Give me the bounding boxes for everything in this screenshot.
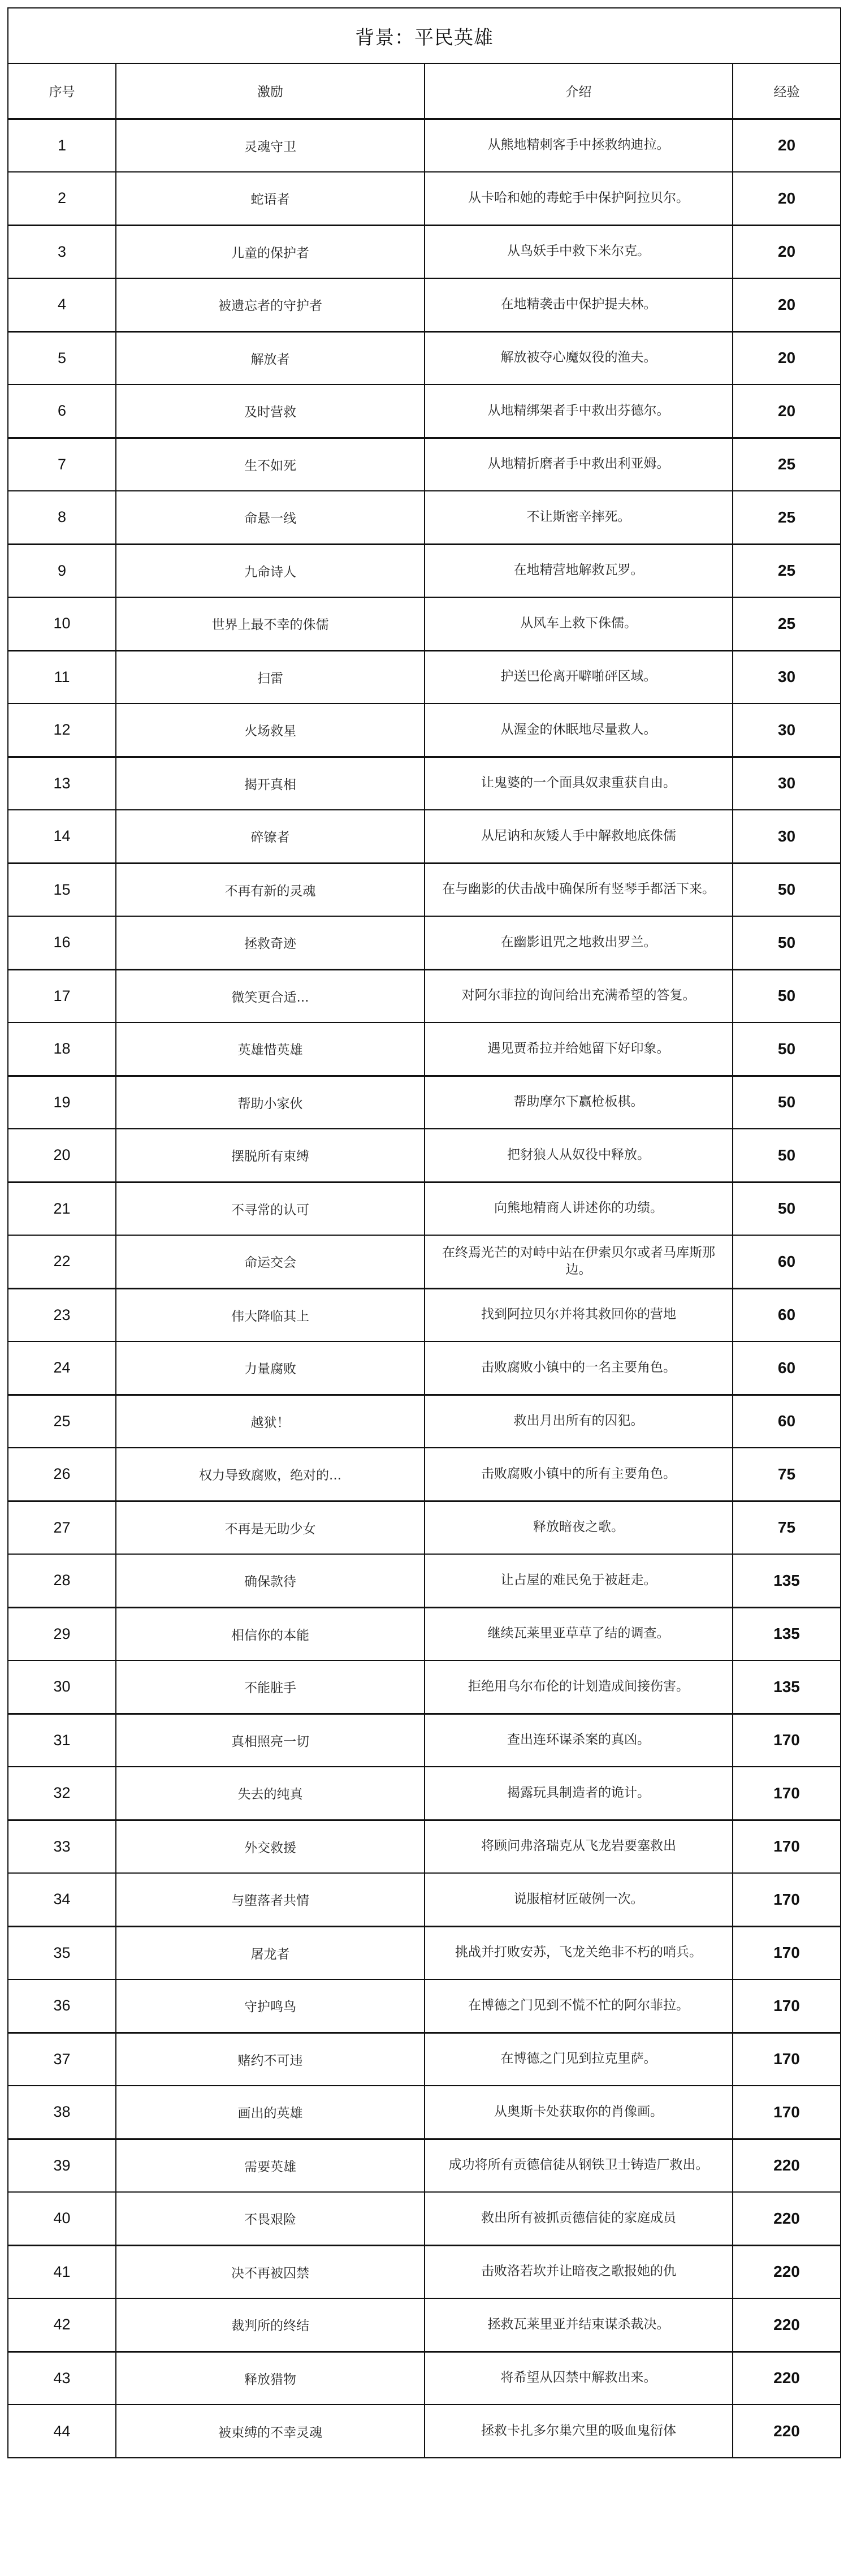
row-index: 3 — [8, 225, 116, 278]
row-index: 39 — [8, 2139, 116, 2192]
row-index: 25 — [8, 1395, 116, 1448]
row-reward: 画出的英雄 — [116, 2086, 425, 2139]
row-reward: 不再是无助少女 — [116, 1501, 425, 1554]
row-index: 16 — [8, 916, 116, 969]
row-description: 查出连环谋杀案的真凶。 — [425, 1714, 733, 1767]
row-description: 将希望从囚禁中解救出来。 — [425, 2351, 733, 2405]
row-index: 24 — [8, 1341, 116, 1395]
rewards-table — [7, 7, 841, 2458]
row-xp: 25 — [733, 491, 841, 544]
row-description: 击败洛若坎并让暗夜之歌报她的仇 — [425, 2245, 733, 2298]
table-row — [8, 2033, 841, 2086]
row-reward: 相信你的本能 — [116, 1607, 425, 1660]
table-row — [8, 863, 841, 916]
row-reward: 不畏艰险 — [116, 2192, 425, 2245]
row-index: 43 — [8, 2351, 116, 2405]
row-xp: 60 — [733, 1395, 841, 1448]
row-index: 14 — [8, 810, 116, 863]
row-description: 将顾问弗洛瑞克从飞龙岩要塞救出 — [425, 1820, 733, 1873]
row-reward: 碎镣者 — [116, 810, 425, 863]
row-reward: 摆脱所有束缚 — [116, 1129, 425, 1182]
row-reward: 及时营救 — [116, 385, 425, 438]
row-description: 对阿尔菲拉的询问给出充满希望的答复。 — [425, 969, 733, 1022]
row-description: 拒绝用乌尔布伦的计划造成间接伤害。 — [425, 1660, 733, 1714]
row-reward: 九命诗人 — [116, 544, 425, 597]
row-description: 击败腐败小镇中的一名主要角色。 — [425, 1341, 733, 1395]
table-row — [8, 810, 841, 863]
table-row — [8, 119, 841, 172]
row-description: 成功将所有贡德信徒从钢铁卫士铸造厂救出。 — [425, 2139, 733, 2192]
row-reward: 火场救星 — [116, 704, 425, 757]
table-body — [8, 119, 841, 2458]
row-index: 37 — [8, 2033, 116, 2086]
table-row — [8, 1607, 841, 1660]
table-row — [8, 1448, 841, 1501]
row-xp: 25 — [733, 438, 841, 491]
row-index: 19 — [8, 1076, 116, 1129]
row-xp: 30 — [733, 650, 841, 704]
row-xp: 50 — [733, 1022, 841, 1076]
row-reward: 不寻常的认可 — [116, 1182, 425, 1235]
table-row — [8, 1288, 841, 1341]
table-row — [8, 491, 841, 544]
rewards-sheet — [7, 7, 840, 2458]
row-index: 38 — [8, 2086, 116, 2139]
row-reward: 越狱！ — [116, 1395, 425, 1448]
row-reward: 被束缚的不幸灵魂 — [116, 2405, 425, 2458]
row-xp: 220 — [733, 2192, 841, 2245]
row-reward: 外交救援 — [116, 1820, 425, 1873]
row-description: 救出月出所有的囚犯。 — [425, 1395, 733, 1448]
row-reward: 真相照亮一切 — [116, 1714, 425, 1767]
row-description: 从卡哈和她的毒蛇手中保护阿拉贝尔。 — [425, 172, 733, 225]
row-xp: 170 — [733, 1926, 841, 1979]
row-description: 挑战并打败安苏，飞龙关绝非不朽的哨兵。 — [425, 1926, 733, 1979]
column-header-reward: 激励 — [116, 63, 425, 119]
row-index: 30 — [8, 1660, 116, 1714]
row-description: 从熊地精刺客手中拯救纳迪拉。 — [425, 119, 733, 172]
row-index: 10 — [8, 597, 116, 650]
table-row — [8, 1395, 841, 1448]
row-reward: 守护鸣鸟 — [116, 1979, 425, 2033]
row-description: 释放暗夜之歌。 — [425, 1501, 733, 1554]
row-index: 4 — [8, 278, 116, 331]
row-description: 拯救卡扎多尔巢穴里的吸血鬼衍体 — [425, 2405, 733, 2458]
row-reward: 蛇语者 — [116, 172, 425, 225]
row-description: 把豺狼人从奴役中释放。 — [425, 1129, 733, 1182]
row-index: 26 — [8, 1448, 116, 1501]
table-row — [8, 1820, 841, 1873]
row-reward: 拯救奇迹 — [116, 916, 425, 969]
row-description: 从奥斯卡处获取你的肖像画。 — [425, 2086, 733, 2139]
row-reward: 世界上最不幸的侏儒 — [116, 597, 425, 650]
row-reward: 扫雷 — [116, 650, 425, 704]
title-row — [8, 8, 841, 63]
row-reward: 命运交会 — [116, 1235, 425, 1288]
row-index: 2 — [8, 172, 116, 225]
row-description: 护送巴伦离开噼啪砰区域。 — [425, 650, 733, 704]
row-xp: 20 — [733, 331, 841, 385]
table-row — [8, 1714, 841, 1767]
row-reward: 被遗忘者的守护者 — [116, 278, 425, 331]
row-index: 1 — [8, 119, 116, 172]
row-description: 从地精绑架者手中救出芬德尔。 — [425, 385, 733, 438]
row-xp: 20 — [733, 119, 841, 172]
row-description: 解放被夺心魔奴役的渔夫。 — [425, 331, 733, 385]
row-description: 向熊地精商人讲述你的功绩。 — [425, 1182, 733, 1235]
row-xp: 50 — [733, 916, 841, 969]
row-reward: 英雄惜英雄 — [116, 1022, 425, 1076]
row-index: 44 — [8, 2405, 116, 2458]
table-title: 背景：平民英雄 — [8, 8, 841, 63]
table-row — [8, 331, 841, 385]
row-reward: 屠龙者 — [116, 1926, 425, 1979]
row-index: 21 — [8, 1182, 116, 1235]
row-xp: 220 — [733, 2245, 841, 2298]
row-xp: 170 — [733, 1820, 841, 1873]
row-reward: 伟大降临其上 — [116, 1288, 425, 1341]
table-row — [8, 1926, 841, 1979]
column-header-description: 介绍 — [425, 63, 733, 119]
row-xp: 170 — [733, 2086, 841, 2139]
table-row — [8, 916, 841, 969]
table-row — [8, 1767, 841, 1820]
row-index: 23 — [8, 1288, 116, 1341]
row-reward: 灵魂守卫 — [116, 119, 425, 172]
row-description: 在地精营地解救瓦罗。 — [425, 544, 733, 597]
row-description: 从尼讷和灰矮人手中解救地底侏儒 — [425, 810, 733, 863]
row-index: 31 — [8, 1714, 116, 1767]
row-xp: 170 — [733, 1767, 841, 1820]
table-row — [8, 1076, 841, 1129]
table-row — [8, 969, 841, 1022]
row-xp: 60 — [733, 1235, 841, 1288]
table-row — [8, 757, 841, 810]
row-reward: 决不再被囚禁 — [116, 2245, 425, 2298]
row-description: 从鸟妖手中救下米尔克。 — [425, 225, 733, 278]
row-xp: 170 — [733, 1979, 841, 2033]
row-index: 18 — [8, 1022, 116, 1076]
row-xp: 50 — [733, 1129, 841, 1182]
row-description: 让鬼婆的一个面具奴隶重获自由。 — [425, 757, 733, 810]
row-reward: 确保款待 — [116, 1554, 425, 1607]
table-row — [8, 225, 841, 278]
table-row — [8, 438, 841, 491]
row-description: 从地精折磨者手中救出利亚姆。 — [425, 438, 733, 491]
table-row — [8, 650, 841, 704]
row-xp: 30 — [733, 757, 841, 810]
row-reward: 帮助小家伙 — [116, 1076, 425, 1129]
table-row — [8, 1501, 841, 1554]
row-xp: 30 — [733, 810, 841, 863]
row-xp: 220 — [733, 2405, 841, 2458]
row-description: 继续瓦莱里亚草草了结的调查。 — [425, 1607, 733, 1660]
row-description: 揭露玩具制造者的诡计。 — [425, 1767, 733, 1820]
row-index: 7 — [8, 438, 116, 491]
row-description: 在与幽影的伏击战中确保所有竖琴手都活下来。 — [425, 863, 733, 916]
row-description: 在终焉光芒的对峙中站在伊索贝尔或者马库斯那边。 — [425, 1235, 733, 1288]
row-index: 5 — [8, 331, 116, 385]
table-row — [8, 1979, 841, 2033]
row-xp: 170 — [733, 1873, 841, 1926]
row-reward: 与堕落者共情 — [116, 1873, 425, 1926]
row-xp: 25 — [733, 544, 841, 597]
table-row — [8, 544, 841, 597]
table-row — [8, 2192, 841, 2245]
table-row — [8, 2086, 841, 2139]
row-description: 在地精袭击中保护提夫林。 — [425, 278, 733, 331]
row-index: 28 — [8, 1554, 116, 1607]
row-index: 11 — [8, 650, 116, 704]
table-row — [8, 2405, 841, 2458]
table-row — [8, 2245, 841, 2298]
row-index: 34 — [8, 1873, 116, 1926]
table-row — [8, 2298, 841, 2351]
row-reward: 失去的纯真 — [116, 1767, 425, 1820]
row-xp: 75 — [733, 1501, 841, 1554]
row-description: 在幽影诅咒之地救出罗兰。 — [425, 916, 733, 969]
row-reward: 需要英雄 — [116, 2139, 425, 2192]
row-description: 说服棺材匠破例一次。 — [425, 1873, 733, 1926]
table-row — [8, 1341, 841, 1395]
row-xp: 20 — [733, 385, 841, 438]
table-row — [8, 2351, 841, 2405]
row-index: 35 — [8, 1926, 116, 1979]
row-index: 41 — [8, 2245, 116, 2298]
row-index: 36 — [8, 1979, 116, 2033]
row-description: 帮助摩尔下赢枪板棋。 — [425, 1076, 733, 1129]
row-index: 13 — [8, 757, 116, 810]
table-row — [8, 1554, 841, 1607]
row-index: 9 — [8, 544, 116, 597]
table-row — [8, 1022, 841, 1076]
row-description: 拯救瓦莱里亚并结束谋杀裁决。 — [425, 2298, 733, 2351]
row-index: 12 — [8, 704, 116, 757]
row-index: 40 — [8, 2192, 116, 2245]
row-index: 27 — [8, 1501, 116, 1554]
header-row — [8, 63, 841, 119]
row-description: 在博德之门见到不慌不忙的阿尔菲拉。 — [425, 1979, 733, 2033]
row-xp: 50 — [733, 1182, 841, 1235]
row-description: 从风车上救下侏儒。 — [425, 597, 733, 650]
row-xp: 170 — [733, 2033, 841, 2086]
row-xp: 20 — [733, 172, 841, 225]
row-index: 6 — [8, 385, 116, 438]
table-row — [8, 597, 841, 650]
row-xp: 25 — [733, 597, 841, 650]
row-index: 17 — [8, 969, 116, 1022]
row-reward: 儿童的保护者 — [116, 225, 425, 278]
row-xp: 60 — [733, 1288, 841, 1341]
row-reward: 裁判所的终结 — [116, 2298, 425, 2351]
table-row — [8, 704, 841, 757]
table-row — [8, 385, 841, 438]
row-index: 20 — [8, 1129, 116, 1182]
row-index: 15 — [8, 863, 116, 916]
row-description: 找到阿拉贝尔并将其救回你的营地 — [425, 1288, 733, 1341]
row-reward: 释放猎物 — [116, 2351, 425, 2405]
row-xp: 220 — [733, 2139, 841, 2192]
row-xp: 170 — [733, 1714, 841, 1767]
row-reward: 微笑更合适... — [116, 969, 425, 1022]
row-index: 33 — [8, 1820, 116, 1873]
row-xp: 20 — [733, 225, 841, 278]
row-description: 遇见贾希拉并给她留下好印象。 — [425, 1022, 733, 1076]
row-index: 22 — [8, 1235, 116, 1288]
row-xp: 50 — [733, 863, 841, 916]
row-index: 8 — [8, 491, 116, 544]
row-xp: 220 — [733, 2298, 841, 2351]
row-xp: 135 — [733, 1607, 841, 1660]
row-xp: 135 — [733, 1660, 841, 1714]
table-row — [8, 278, 841, 331]
table-row — [8, 172, 841, 225]
row-index: 42 — [8, 2298, 116, 2351]
column-header-xp: 经验 — [733, 63, 841, 119]
row-index: 32 — [8, 1767, 116, 1820]
row-reward: 不能脏手 — [116, 1660, 425, 1714]
table-row — [8, 1182, 841, 1235]
table-row — [8, 1660, 841, 1714]
row-reward: 权力导致腐败，绝对的... — [116, 1448, 425, 1501]
row-description: 不让斯密辛摔死。 — [425, 491, 733, 544]
row-description: 击败腐败小镇中的所有主要角色。 — [425, 1448, 733, 1501]
row-reward: 不再有新的灵魂 — [116, 863, 425, 916]
table-row — [8, 1873, 841, 1926]
row-xp: 220 — [733, 2351, 841, 2405]
row-xp: 75 — [733, 1448, 841, 1501]
row-description: 让占屋的难民免于被赶走。 — [425, 1554, 733, 1607]
row-reward: 生不如死 — [116, 438, 425, 491]
row-reward: 赌约不可违 — [116, 2033, 425, 2086]
row-xp: 60 — [733, 1341, 841, 1395]
column-header-index: 序号 — [8, 63, 116, 119]
row-reward: 揭开真相 — [116, 757, 425, 810]
row-reward: 解放者 — [116, 331, 425, 385]
row-xp: 30 — [733, 704, 841, 757]
row-xp: 135 — [733, 1554, 841, 1607]
row-xp: 50 — [733, 969, 841, 1022]
row-description: 救出所有被抓贡德信徒的家庭成员 — [425, 2192, 733, 2245]
row-description: 在博德之门见到拉克里萨。 — [425, 2033, 733, 2086]
row-index: 29 — [8, 1607, 116, 1660]
row-description: 从渥金的休眠地尽量救人。 — [425, 704, 733, 757]
table-row — [8, 1235, 841, 1288]
table-row — [8, 1129, 841, 1182]
row-xp: 50 — [733, 1076, 841, 1129]
row-reward: 命悬一线 — [116, 491, 425, 544]
row-xp: 20 — [733, 278, 841, 331]
table-row — [8, 2139, 841, 2192]
row-reward: 力量腐败 — [116, 1341, 425, 1395]
